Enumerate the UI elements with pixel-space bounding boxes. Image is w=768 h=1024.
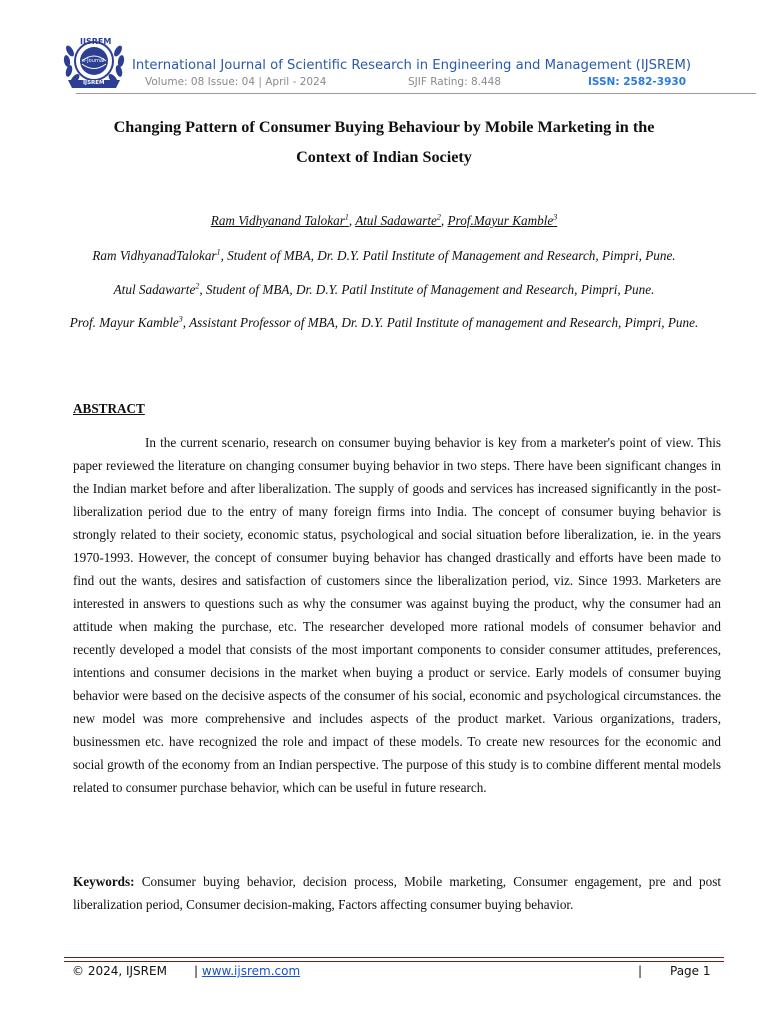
author-link-2[interactable]: Atul Sadawarte$^2$ (355, 212, 441, 228)
keywords-label: Keywords: (73, 874, 135, 889)
keywords-paragraph (73, 870, 721, 916)
footer-copyright: © 2024, IJSREM (72, 964, 167, 978)
journal-title: International Journal of Scientific Research in Engineering and Management (IJSREM) (132, 58, 691, 73)
footer-divider-thin (64, 961, 724, 962)
page-number: Page 1 (670, 964, 711, 978)
sjif-rating: SJIF Rating: 8.448 (408, 76, 502, 88)
affiliation-2: Atul Sadawarte$^2$, Student of MBA, Dr. D.Y. Patil Institute of Management and Research, Pimpri, Pune. (113, 281, 655, 297)
journal-website-link[interactable]: www.ijsrem.com (201, 964, 301, 978)
title-line-1: Changing Pattern of Consumer Buying Behaviour by Mobile Marketing in the (113, 118, 655, 136)
affiliation-3: Prof. Mayur Kamble$^3$, Assistant Professor of MBA, Dr. D.Y. Patil Institute of management and Research, Pimpri, Pune. (69, 314, 699, 330)
logo-bottom-text: IJSREM (83, 80, 105, 86)
abstract-heading: ABSTRACT (73, 401, 145, 416)
logo-top-text: IJSREM (80, 37, 112, 46)
volume-issue: Volume: 08 Issue: 04 | April - 2024 (145, 76, 327, 88)
header-divider (76, 93, 756, 94)
author-list: Ram Vidhyanand Talokar$^1$, Atul Sadawarte$^2$, Prof.Mayur Kamble$^3$ (210, 212, 558, 228)
paper-title (60, 112, 708, 172)
footer-separator: | (638, 964, 643, 978)
logo-mid-text: e-Journal (82, 58, 105, 64)
keywords-text: Consumer buying behavior, decision process, Mobile marketing, Consumer engagement, pre and post liberalization period, Consumer decision-making, Factors affecting consumer buying behavior. (73, 874, 721, 912)
author-link-1[interactable]: Ram Vidhyanand Talokar$^1$ (210, 212, 349, 228)
footer-divider (64, 957, 724, 958)
title-line-2: Context of Indian Society (296, 148, 472, 166)
issn: ISSN: 2582-3930 (588, 76, 687, 88)
footer-url: | www.ijsrem.com (194, 964, 301, 978)
affiliation-1: Ram VidhyanadTalokar$^1$, Student of MBA, Dr. D.Y. Patil Institute of Management and Research, Pimpri, Pune. (92, 247, 676, 263)
author-link-3[interactable]: Prof.Mayur Kamble$^3$ (447, 212, 558, 228)
abstract-text: In the current scenario, research on consumer buying behavior is key from a marketer's point of view. This paper reviewed the literature on changing consumer buying behavior in two steps. There have been significant changes in the Indian market before and after liberalization. The supply of goods and services has increased significantly in the post-liberalization period due to the entry of many foreign firms into India. The concept of consumer buying behavior is strongly related to their society, economic status, psychological and social situation before liberalization, ie. in the years 1970-1993. However, the concept of consumer buying behavior has changed drastically and efforts have been made to find out the wants, desires and satisfaction of customers since the liberalization period, viz. Since 1993. Marketers are interested in answers to questions such as why the consumer was against buying the product, why the consumer had an attitude when making the purchase, etc. The researcher developed more rational models of consumer behavior and recently developed a model that consists of the most important components to consider consumer attitudes, preferences, intentions and consumer decisions in the market when buying a product or service. Early models of consumer buying behavior were based on the decisive aspects of the consumer of his social, economic and psychological circumstances. the new model was more comprehensive and includes aspects of the product market. Various organizations, traders, businessmen etc. have recognized the role and impact of these models. To create new resources for the economic and social growth of the economy from an Indian perspective. The purpose of this study is to combine different mental models related to consumer purchase behavior, which can be useful in future research. (73, 435, 721, 795)
